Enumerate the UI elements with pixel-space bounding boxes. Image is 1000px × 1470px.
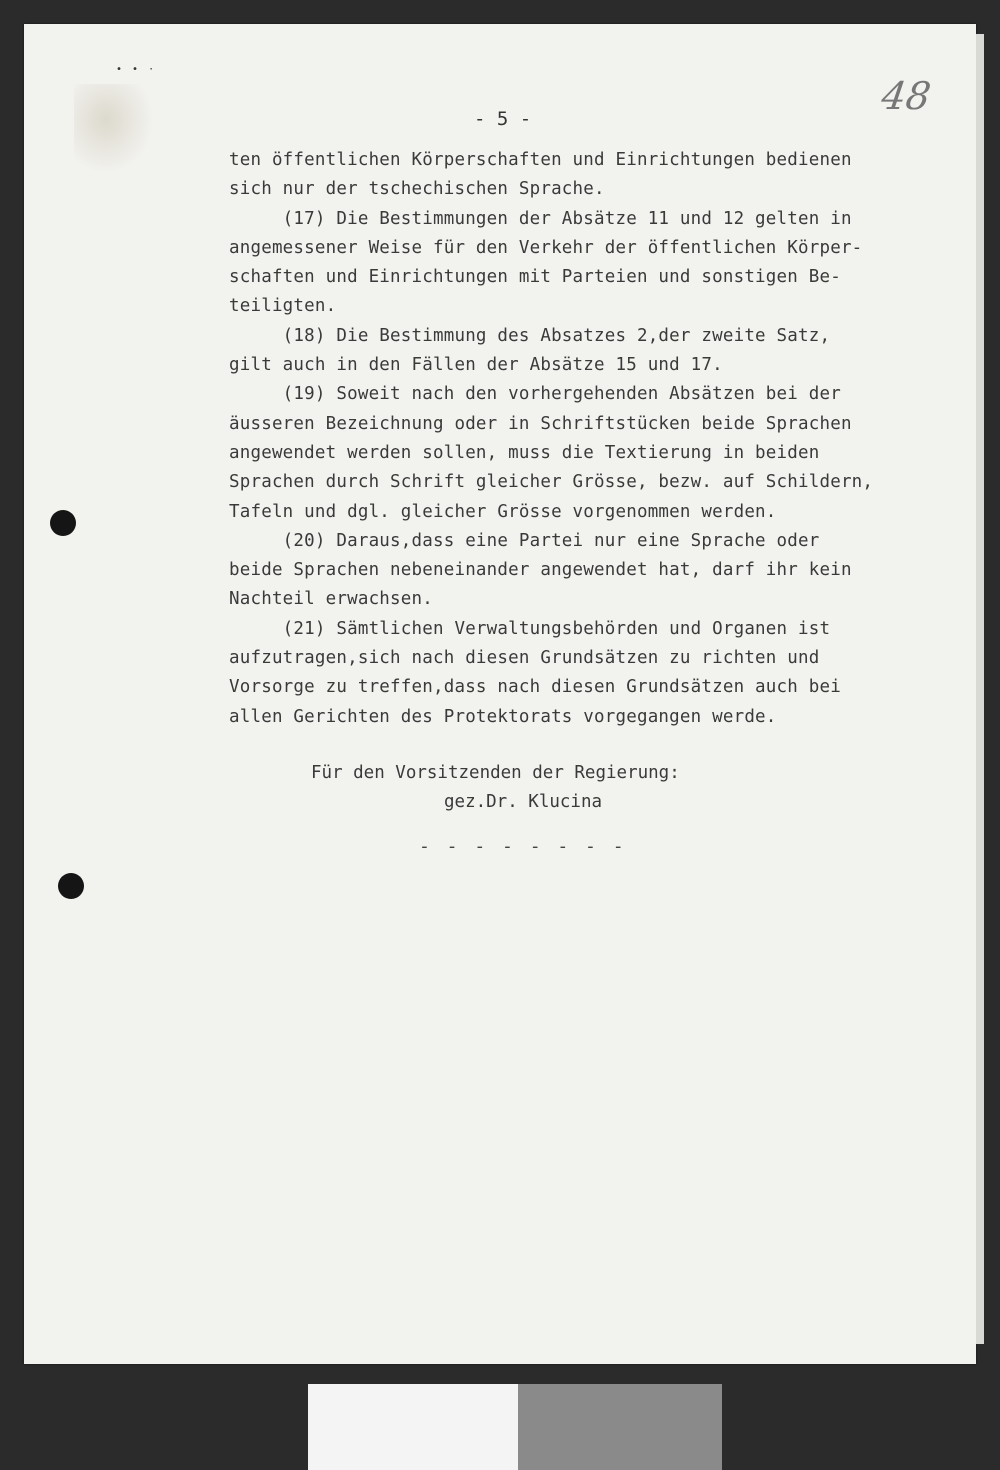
signature-name: gez.Dr. Klucina (444, 792, 603, 812)
page-number: - 5 - (474, 108, 532, 130)
handwritten-folio-number: 48 (878, 74, 934, 118)
text-line: teiligten. (229, 296, 337, 317)
punch-hole (50, 510, 76, 536)
text-line: (17) Die Bestimmungen der Absätze 11 und 12 gelten in (229, 208, 852, 229)
text-line: schaften und Einrichtungen mit Parteien und sonstigen Be- (229, 267, 841, 288)
text-line: (21) Sämtlichen Verwaltungsbehörden und Organen ist (229, 618, 831, 639)
text-line: (20) Daraus,dass eine Partei nur eine Sprache oder (229, 530, 820, 551)
text-line: angewendet werden sollen, muss die Textierung in beiden (229, 442, 820, 463)
text-line: (18) Die Bestimmung des Absatzes 2,der zweite Satz, (229, 325, 831, 346)
closing-dashes: - - - - - - - - (419, 836, 627, 857)
body-text (229, 146, 969, 732)
text-line: beide Sprachen nebeneinander angewendet hat, darf ihr kein (229, 560, 852, 581)
text-line: Tafeln und dgl. gleicher Grösse vorgenommen werden. (229, 501, 777, 522)
text-line: Nachteil erwachsen. (229, 589, 433, 610)
text-line: angemessener Weise für den Verkehr der öffentlichen Körper- (229, 237, 863, 258)
text-line: ten öffentlichen Körperschaften und Einrichtungen bedienen (229, 150, 852, 170)
text-line: Sprachen durch Schrift gleicher Grösse, bezw. auf Schildern, (229, 472, 874, 493)
page-edge (976, 34, 984, 1344)
calibration-strip-gray (518, 1384, 722, 1470)
text-line: (19) Soweit nach den vorhergehenden Absätzen bei der (229, 384, 841, 405)
text-line: allen Gerichten des Protektorats vorgegangen werde. (229, 706, 777, 727)
signature-title: Für den Vorsitzenden der Regierung: (311, 763, 680, 783)
punch-hole (58, 873, 84, 899)
signature-block (311, 759, 680, 817)
calibration-strip-white (308, 1384, 518, 1470)
ink-specks: • • · (116, 64, 157, 75)
text-line: gilt auch in den Fällen der Absätze 15 und 17. (229, 355, 723, 376)
document-page (24, 24, 976, 1364)
text-line: sich nur der tschechischen Sprache. (229, 179, 605, 200)
paper-stain (74, 84, 154, 174)
text-line: aufzutragen,sich nach diesen Grundsätzen zu richten und (229, 648, 820, 669)
text-line: äusseren Bezeichnung oder in Schriftstücken beide Sprachen (229, 413, 852, 434)
text-line: Vorsorge zu treffen,dass nach diesen Grundsätzen auch bei (229, 677, 841, 698)
